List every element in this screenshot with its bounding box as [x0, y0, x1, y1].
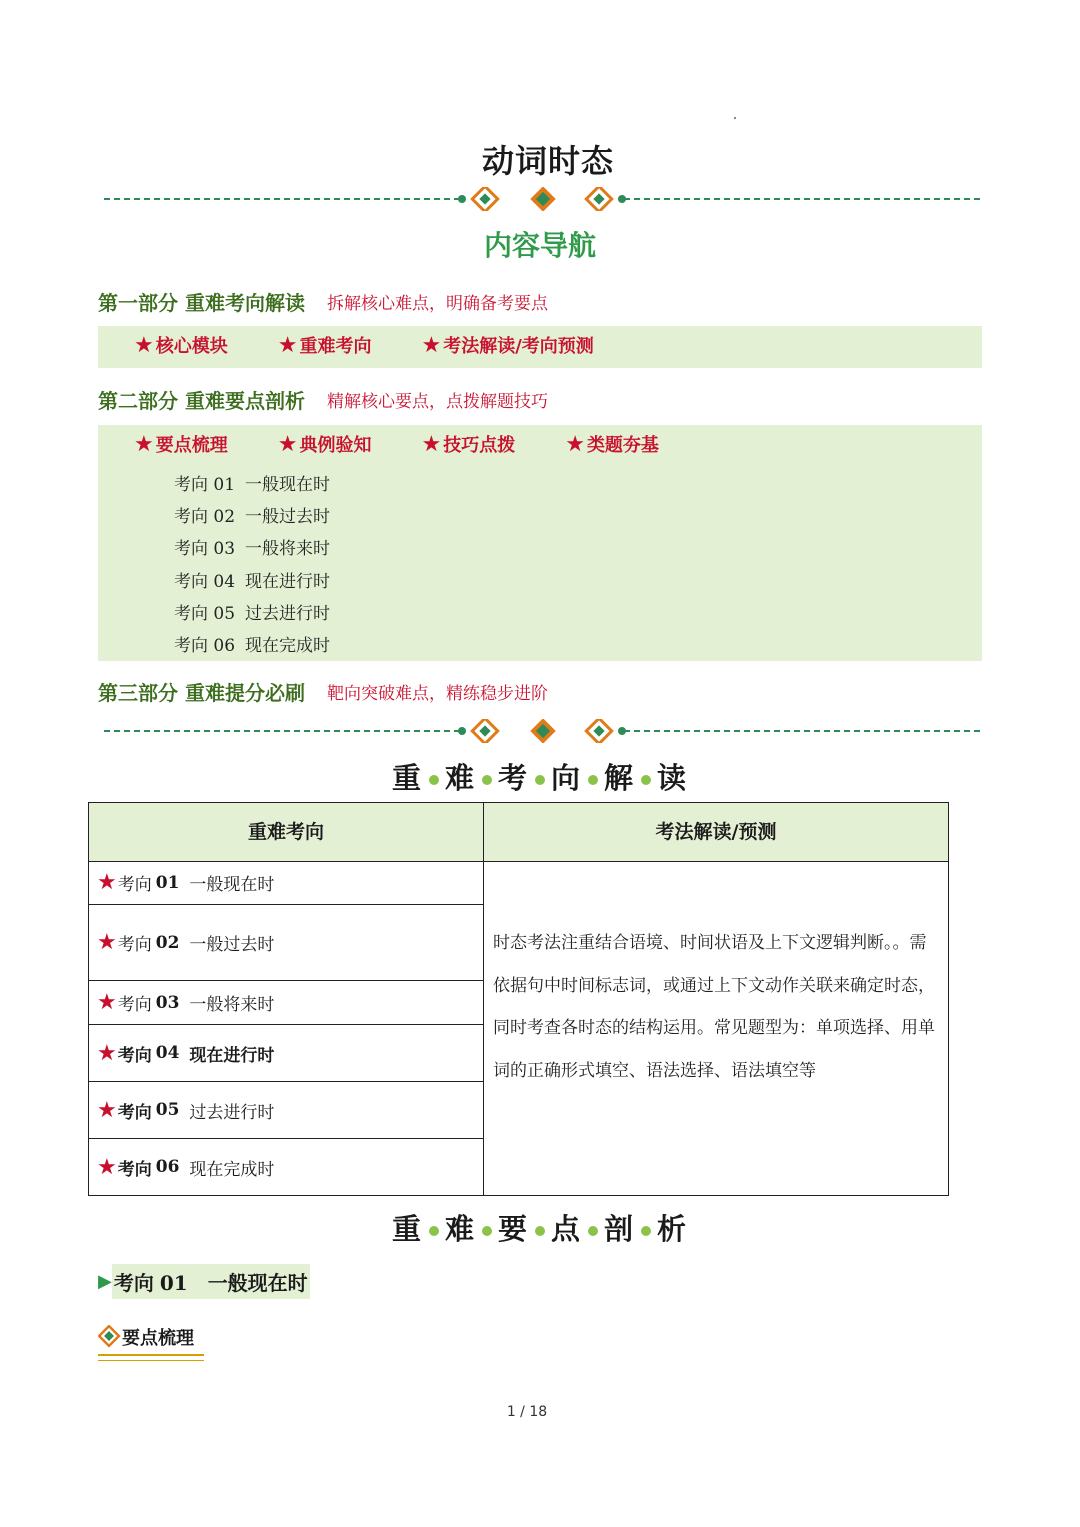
star-icon: ★ — [97, 1154, 117, 1180]
topics-table — [88, 802, 949, 1196]
star-item: ★ 典例验知 — [277, 431, 372, 457]
part-two-title: 第二部分 重难要点剖析 — [98, 388, 305, 413]
dot-icon — [535, 775, 545, 785]
table-row: ★ 考向 04 现在进行时 — [89, 1025, 483, 1082]
star-icon: ★ — [134, 431, 154, 457]
star-icon: ★ — [421, 431, 442, 457]
table-header-topic: 重难考向 — [247, 821, 324, 843]
dot-icon — [535, 1226, 545, 1236]
star-item: ★ 考法解读/考向预测 — [421, 332, 594, 358]
part-one-box — [98, 326, 982, 368]
topic-list — [174, 469, 330, 662]
content-nav-title: 内容导航 — [483, 229, 596, 262]
part-three-title: 第三部分 重难提分必刷 — [98, 680, 305, 705]
table-header-analysis: 考法解读/预测 — [655, 821, 777, 843]
star-icon: ★ — [277, 332, 298, 358]
list-item[interactable]: 考向 02 一般过去时 — [174, 507, 331, 528]
ornament-divider — [104, 719, 980, 743]
list-item[interactable]: 考向 04 现在进行时 — [174, 571, 331, 592]
part-three-header — [98, 676, 548, 706]
dot-icon — [641, 775, 651, 785]
table-row: ★ 考向 06 现在完成时 — [97, 1154, 275, 1180]
table-row: ★ 考向 02 一般过去时 — [89, 905, 483, 981]
star-icon: ★ — [97, 1040, 117, 1066]
section-heading-interpretation: 重 难 考 向 解 读 — [391, 761, 689, 795]
table-row: ★ 考向 03 一般将来时 — [89, 981, 483, 1025]
star-icon: ★ — [565, 431, 585, 457]
part-two-header — [98, 384, 548, 414]
dot-icon — [588, 1226, 598, 1236]
document-title: 动词时态 — [481, 142, 614, 180]
part-one-header — [98, 286, 548, 316]
dot-icon — [482, 775, 492, 785]
star-icon: ★ — [97, 990, 117, 1015]
star-item: ★ 核心模块 — [134, 332, 228, 358]
star-item: ★ 类题夯基 — [565, 431, 659, 457]
part-three-subtitle: 靶向突破难点，精练稳步进阶 — [326, 683, 548, 704]
star-item: ★ 要点梳理 — [134, 431, 228, 457]
ornament-divider — [104, 187, 980, 211]
list-item[interactable]: 考向 03 一般将来时 — [174, 539, 331, 560]
part-two-box — [98, 425, 982, 661]
section-heading-analysis: 重 难 要 点 剖 析 — [391, 1212, 689, 1246]
dot-icon — [429, 775, 439, 785]
dot-icon — [588, 775, 598, 785]
part-one-title: 第一部分 重难考向解读 — [98, 290, 305, 315]
ink-dot — [734, 117, 736, 119]
key-points-heading: 要点梳理 — [98, 1324, 194, 1350]
diamond-bullet-icon — [98, 1325, 122, 1349]
star-icon: ★ — [97, 930, 117, 955]
play-arrow-icon: ▶ — [98, 1270, 112, 1292]
list-item[interactable]: 考向 05 过去进行时 — [174, 603, 331, 624]
diamond-ornament-icon — [458, 187, 626, 211]
star-icon: ★ — [134, 332, 154, 358]
star-item: ★ 重难考向 — [277, 332, 372, 358]
page-number: 1 / 18 — [506, 1404, 548, 1420]
dot-icon — [429, 1226, 439, 1236]
analysis-text: 时态考法注重结合语境、时间状语及上下文逻辑判断。。需依据句中时间标志词，或通过上下文动作关联来确定时态，同时考查各时态的结构运用。常见题型为：单项选择、用单词的正确形式填空、语法选择、语法填空等 — [493, 933, 935, 1081]
table-row: ★ 考向 05 过去进行时 — [89, 1082, 483, 1139]
star-icon: ★ — [421, 332, 442, 358]
list-item[interactable]: 考向 01 一般现在时 — [174, 475, 331, 495]
star-icon: ★ — [97, 1097, 117, 1123]
star-icon: ★ — [277, 431, 298, 457]
diamond-ornament-icon — [458, 719, 626, 743]
dot-icon — [641, 1226, 651, 1236]
table-header — [89, 803, 948, 862]
topic-heading: ▶ 考向 01 一般现在时 — [98, 1262, 310, 1300]
table-row: ★ 考向 01 一般现在时 — [89, 861, 483, 905]
dot-icon — [482, 1226, 492, 1236]
part-one-subtitle: 拆解核心难点，明确备考要点 — [326, 293, 548, 314]
list-item[interactable]: 考向 06 现在完成时 — [174, 635, 331, 656]
star-item: ★ 技巧点拨 — [421, 431, 516, 457]
part-two-subtitle: 精解核心要点，点拨解题技巧 — [326, 391, 548, 412]
star-icon: ★ — [97, 870, 117, 895]
